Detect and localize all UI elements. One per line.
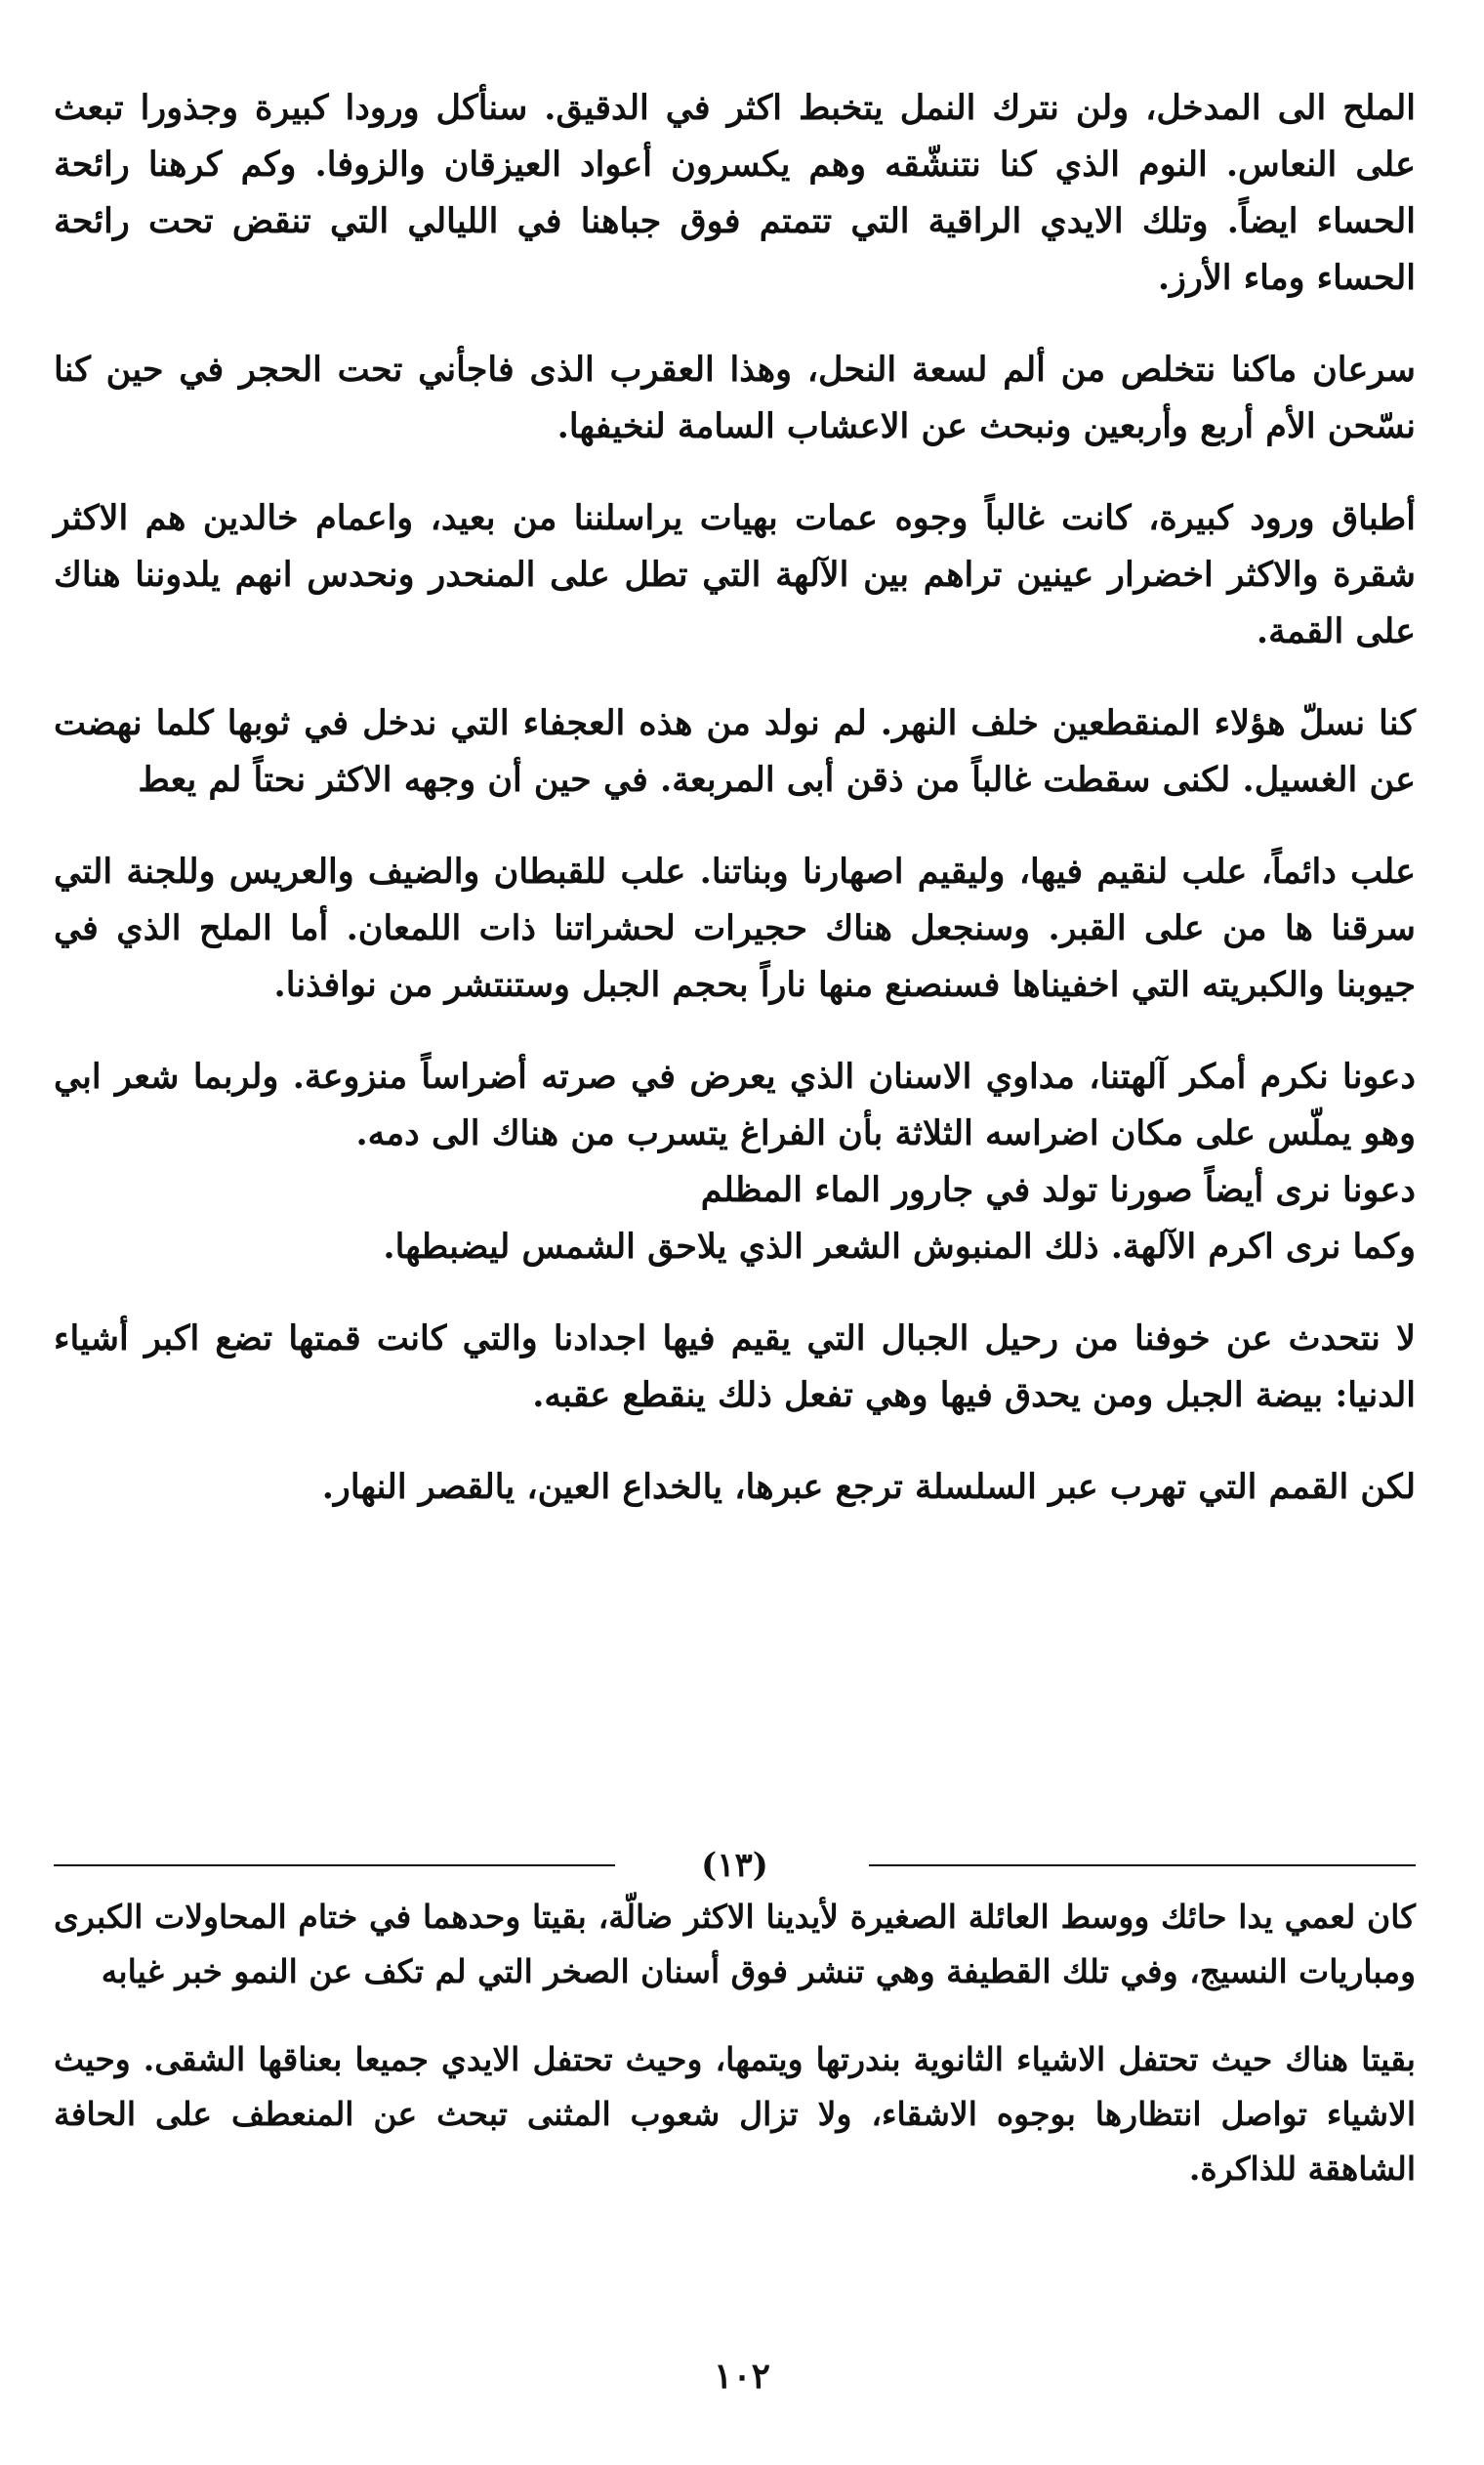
stanza-line-3: وكما نرى اكرم الآلهة. ذلك المنبوش الشعر الذي يلاحق الشمس ليضبطها. <box>383 1227 1416 1267</box>
footnote-divider <box>54 1846 1416 1885</box>
paragraph-5: علب دائماً، علب لنقيم فيها، وليقيم اصهارنا وبناتنا. علب للقبطان والضيف والعريس وللجنة التي سرقنا ها من على القبر. وسنجعل هناك حجيرات لحشراتنا ذات اللمعان. أما الملح الذي في جيوبنا والكبريته التي اخفيناها فسنصنع منها ناراً بحجم الجبل وستنتشر من نوافذنا. <box>54 852 1416 1005</box>
paragraph-4: كنا نسلّ هؤلاء المنقطعين خلف النهر. لم نولد من هذه العجفاء التي ندخل في ثوبها كلما نهضت عن الغسيل. لكنى سقطت غالباً من ذقن أبى المربعة. في حين أن وجهه الاكثر نحتاً لم يعط <box>54 703 1416 800</box>
stanza-line-1: دعونا نكرم أمكر آلهتنا، مداوي الاسنان الذي يعرض في صرته أضراساً منزوعة. ولربما شعر ابي وهو يملّس على مكان اضراسه الثلاثة بأن الفراغ يتسرب من هناك الى دمه. <box>54 1057 1416 1153</box>
paragraph-3: أطباق ورود كبيرة، كانت غالباً وجوه عمات بهيات يراسلننا من بعيد، واعمام خالدين هم الاكثر شقرة والاكثر اخضرار عينين تراهم بين الآلهة التي تطل على المنحدر ونحدس انهم يلدوننا هناك على القمة. <box>54 498 1416 651</box>
paragraph-2: سرعان ماكنا نتخلص من ألم لسعة النحل، وهذا العقرب الذى فاجأني تحت الحجر في حين كنا نسّحن الأم أربع وأربعين ونبحث عن الاعشاب السامة لنخيفها. <box>54 350 1416 446</box>
page-number: ١٠٢ <box>713 2356 770 2397</box>
stanza <box>54 1049 1416 1275</box>
footnote-paragraph-1: كان لعمي يدا حائك ووسط العائلة الصغيرة لأيدينا الاكثر ضالّة، بقيتا وحدهما في ختام المحاولات الكبرى ومباريات النسيج، وفي تلك القطيفة وهي تنشر فوق أسنان الصخر التي لم تكف عن النمو خبر غيابه <box>54 1898 1416 1990</box>
stanza-line-2: دعونا نرى أيضاً صورنا تولد في جارور الماء المظلم <box>700 1170 1416 1210</box>
paragraph-7: لكن القمم التي تهرب عبر السلسلة ترجع عبرها، يالخداع العين، يالقصر النهار. <box>321 1467 1416 1507</box>
paragraph-1: الملح الى المدخل، ولن نترك النمل يتخبط اكثر في الدقيق. سنأكل ورودا كبيرة وجذورا تبعث على النعاس. النوم الذي كنا نتنشّقه وهم يكسرون أعواد العيزقان والزوفا. وكم كرهنا رائحة الحساء ايضاً. وتلك الايدي الراقية التي تتمتم فوق جباهنا في الليالي التي تنقض تحت رائحة الحساء وماء الأرز. <box>54 88 1416 298</box>
footnote-marker: (١٣) <box>701 1846 768 1885</box>
paragraph-6: لا نتحدث عن خوفنا من رحيل الجبال التي يقيم فيها اجدادنا والتي كانت قمتها تضع اكبر أشياء الدنيا: بيضة الجبل ومن يحدق فيها وهي تفعل ذلك ينقطع عقبه. <box>54 1318 1416 1415</box>
divider-rule-right <box>869 1864 1416 1866</box>
footnote <box>54 1890 1416 2230</box>
footnote-paragraph-2: بقيتا هناك حيث تحتفل الاشياء الثانوية بندرتها ويتمها، وحيث تحتفل الايدي جميعا بعناقها الشقى. وحيث الاشياء تواصل انتظارها بوجوه الاشقاء، ولا تزال شعوب المثنى تبحث عن المنعطف على الحافة الشاهقة للذاكرة. <box>54 2040 1416 2188</box>
main-text <box>54 80 1416 1551</box>
